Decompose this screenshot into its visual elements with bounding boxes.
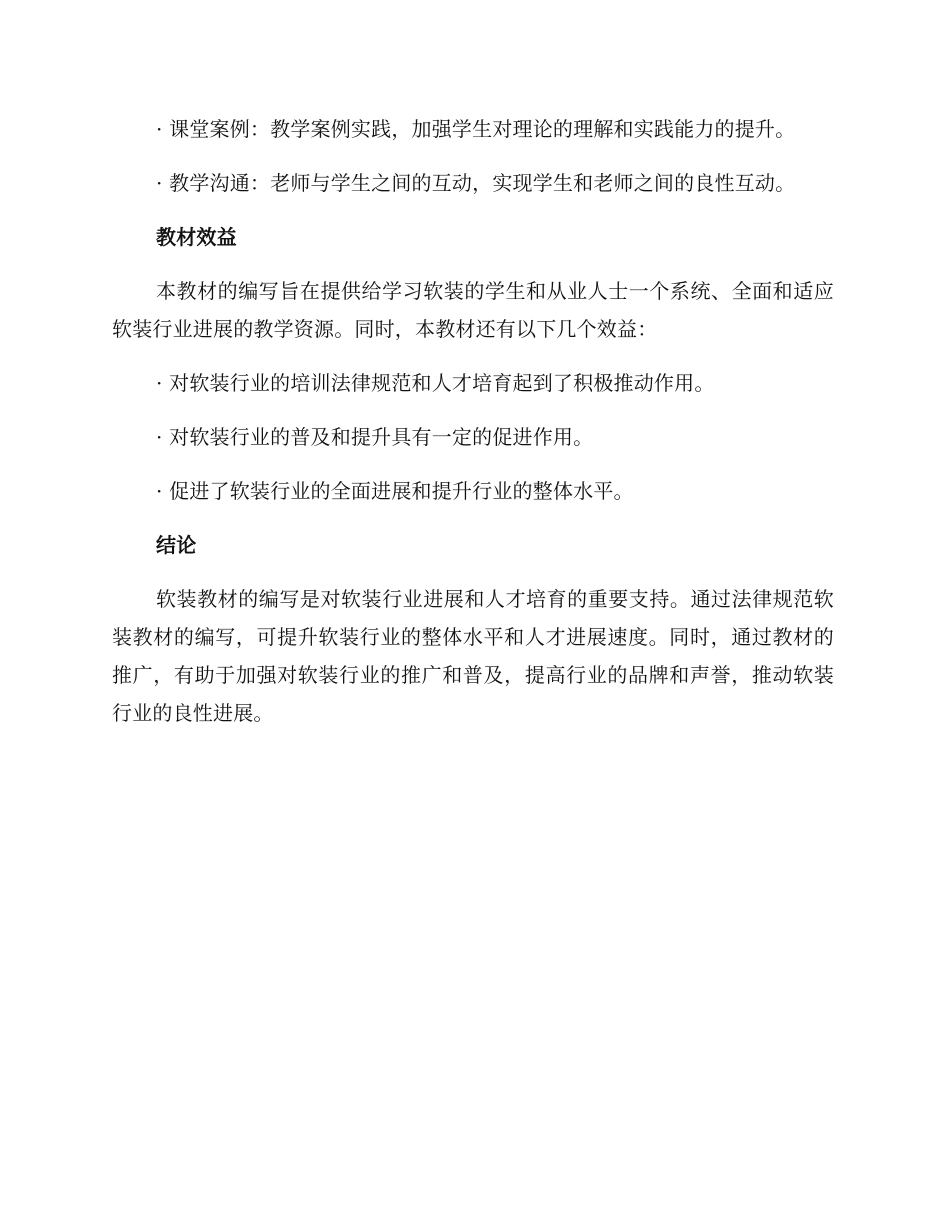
- benefit-bullet-training: · 对软装行业的培训法律规范和人才培育起到了积极推动作用。: [156, 371, 715, 395]
- benefit-bullet-development: · 促进了软装行业的全面进展和提升行业的整体水平。: [156, 479, 634, 503]
- bullet-teaching-communication: · 教学沟通：老师与学生之间的互动，实现学生和老师之间的良性互动。: [156, 171, 796, 195]
- bullet-classroom-cases: · 课堂案例：教学案例实践，加强学生对理论的理解和实践能力的提升。: [156, 117, 796, 141]
- document-body: [112, 110, 834, 748]
- conclusion-paragraph: 软装教材的编写是对软装行业进展和人才培育的重要支持。通过法律规范软装教材的编写，可提升软装行业的整体水平和人才进展速度。同时，通过教材的推广，有助于加强对软装行业的推广和普及，提高行业的品牌和声誉，推动软装行业的良性进展。: [112, 587, 834, 725]
- benefits-intro-paragraph: 本教材的编写旨在提供给学习软装的学生和从业人士一个系统、全面和适应软装行业进展的教学资源。同时，本教材还有以下几个效益：: [112, 279, 834, 341]
- section-heading-conclusion: 结论: [156, 533, 197, 557]
- benefit-bullet-popularization: · 对软装行业的普及和提升具有一定的促进作用。: [156, 425, 594, 449]
- section-heading-benefits: 教材效益: [156, 225, 237, 249]
